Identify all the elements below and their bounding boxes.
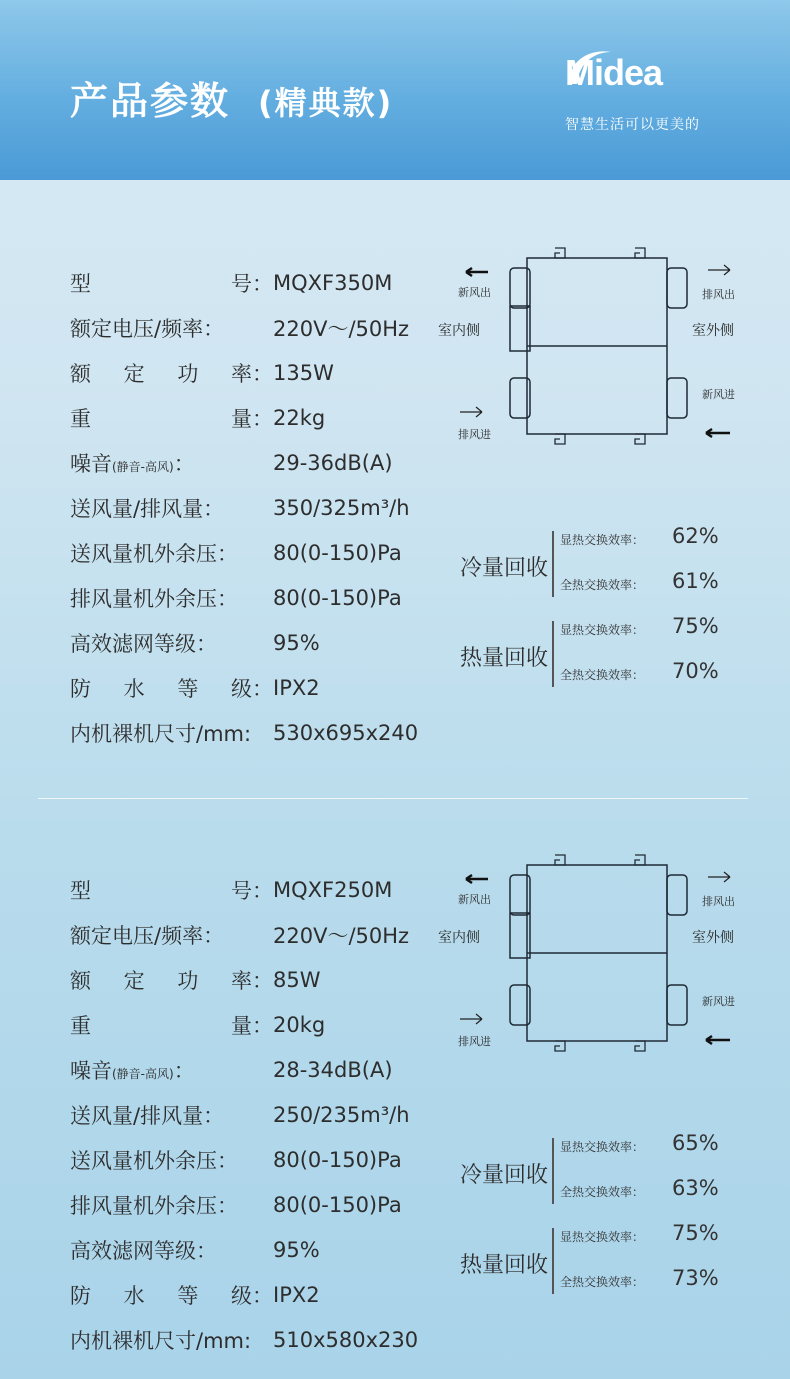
spec-label [70, 1145, 273, 1175]
spec-value: 135W [273, 361, 334, 385]
spec-value: 95% [273, 631, 320, 655]
spec-value: 29-36dB(A) [273, 451, 393, 475]
efficiency-value: 75% [672, 614, 719, 638]
spec-value: 510x580x230 [273, 1328, 419, 1352]
spec-label-part: 内机裸机尺寸/mm: [70, 722, 252, 746]
spec-label-part: 额 [70, 969, 91, 993]
efficiency-value: 73% [672, 1266, 719, 1290]
brand-slogan: 智慧生活可以更美的 [565, 117, 700, 133]
mount-hook-icon [555, 248, 565, 258]
spec-label-part: 额 [70, 362, 91, 386]
spec-row [70, 1145, 402, 1175]
spec-value: 22kg [273, 406, 326, 430]
efficiency-value: 62% [672, 524, 719, 548]
airflow-diagram [430, 238, 750, 468]
efficiency-title: 热量回收 [460, 1253, 549, 1278]
spec-label-part: 送风量机外余压： [70, 1149, 238, 1173]
spec-row [70, 875, 392, 905]
spec-row [70, 718, 418, 748]
duct-port [667, 378, 687, 418]
spec-row [70, 493, 410, 523]
label-fresh-out: 新风出 [458, 893, 491, 906]
arrow-left-icon [706, 429, 730, 437]
mount-hook-icon [635, 855, 645, 865]
mount-hook-icon [555, 434, 565, 444]
spec-row [70, 1280, 320, 1310]
label-outdoor-side: 室外侧 [692, 930, 734, 946]
spec-label [70, 965, 273, 995]
spec-label-part: 功 [177, 969, 199, 993]
page-header [0, 0, 790, 180]
efficiency-bracket [552, 1138, 554, 1204]
efficiency-label: 全热交换效率： [560, 668, 645, 682]
spec-label-part: 量： [231, 1014, 273, 1038]
mount-hook-icon [555, 1041, 565, 1051]
brand-logo: Midea [565, 52, 663, 93]
efficiency-title: 冷量回收 [460, 1163, 549, 1188]
spec-label-wrap [70, 448, 195, 478]
spec-label-part: 等 [177, 1284, 199, 1308]
spec-value: 350/325m³/h [273, 496, 410, 520]
spec-value: 80(0-150)Pa [273, 1148, 402, 1172]
spec-row [70, 538, 402, 568]
efficiency-row [560, 1131, 720, 1155]
spec-label-part: 防 [70, 677, 91, 701]
spec-label [70, 493, 273, 523]
spec-value: 530x695x240 [273, 721, 419, 745]
efficiency-label: 显热交换效率： [560, 533, 645, 547]
duct-port [667, 875, 687, 915]
arrow-right-outline-icon [708, 872, 730, 882]
spec-row [70, 448, 393, 478]
label-exhaust-out: 排风出 [702, 288, 735, 301]
spec-label-part: 高效滤网等级： [70, 1239, 217, 1263]
spec-label [70, 920, 273, 950]
spec-value: 220V～/50Hz [273, 924, 410, 948]
spec-label-part: 送风量机外余压： [70, 542, 238, 566]
mount-hook-icon [635, 248, 645, 258]
arrow-right-outline-icon [708, 265, 730, 275]
efficiency-row [560, 524, 720, 548]
spec-label [70, 583, 273, 613]
efficiency-label: 全热交换效率： [560, 578, 645, 592]
spec-label [70, 538, 273, 568]
spec-label-part: 送风量/排风量： [70, 1104, 225, 1128]
spec-label [70, 628, 273, 658]
spec-label-part: 防 [70, 1284, 91, 1308]
spec-label [70, 1325, 273, 1355]
arrow-right-outline-icon [460, 407, 482, 417]
arrow-left-icon [466, 875, 488, 883]
spec-label [70, 268, 273, 298]
page-title [70, 70, 393, 125]
spec-label-part: 高效滤网等级： [70, 632, 217, 656]
spec-label-main: 噪音 [70, 452, 112, 476]
spec-value: 80(0-150)Pa [273, 541, 402, 565]
spec-row [70, 1010, 325, 1040]
spec-label [70, 358, 273, 388]
label-exhaust-out: 排风出 [702, 895, 735, 908]
spec-value: 28-34dB(A) [273, 1058, 393, 1082]
efficiency-label: 显热交换效率： [560, 1230, 645, 1244]
spec-label-part: 型 [70, 272, 91, 296]
spec-label-part: 排风量机外余压： [70, 587, 238, 611]
spec-row [70, 358, 334, 388]
spec-value: 80(0-150)Pa [273, 1193, 402, 1217]
label-indoor-side: 室内侧 [438, 930, 480, 946]
efficiency-row [560, 659, 720, 683]
mount-hook-icon [635, 1041, 645, 1051]
spec-label-part: 等 [177, 677, 199, 701]
spec-row [70, 920, 409, 950]
spec-row [70, 583, 402, 613]
spec-label-part: 级： [230, 1284, 273, 1308]
spec-value: MQXF250M [273, 878, 393, 902]
spec-label [70, 403, 273, 433]
efficiency-value: 65% [672, 1131, 719, 1155]
efficiency-row [560, 1221, 720, 1245]
spec-label [70, 1010, 273, 1040]
spec-row [70, 1100, 410, 1130]
efficiency-row [560, 614, 720, 638]
spec-row [70, 1235, 320, 1265]
spec-label-note: (静音-高风) [112, 460, 174, 474]
spec-row [70, 268, 392, 298]
spec-label-part: 定 [123, 969, 145, 993]
spec-label [70, 875, 273, 905]
title-text: 产品参数 [70, 79, 231, 123]
label-fresh-in: 新风进 [702, 995, 735, 1008]
spec-label [70, 1100, 273, 1130]
arrow-right-outline-icon [460, 1014, 482, 1024]
duct-port [667, 985, 687, 1025]
spec-row [70, 1325, 418, 1355]
spec-label-part: 型 [70, 879, 91, 903]
spec-label-part: 重 [70, 407, 91, 431]
spec-row [70, 673, 320, 703]
efficiency-label: 全热交换效率： [560, 1185, 645, 1199]
spec-value: 20kg [273, 1013, 326, 1037]
arrow-left-icon [466, 268, 488, 276]
spec-label-wrap [70, 1055, 195, 1085]
spec-label-main: 噪音 [70, 1059, 112, 1083]
efficiency-value: 63% [672, 1176, 719, 1200]
arrow-left-icon [706, 1036, 730, 1044]
label-indoor-side: 室内侧 [438, 323, 480, 339]
spec-label-part: 级： [230, 677, 273, 701]
airflow-diagram [430, 845, 750, 1075]
spec-label-part: 号： [231, 879, 273, 903]
efficiency-bracket [552, 621, 554, 687]
spec-label [70, 313, 273, 343]
efficiency-bracket [552, 531, 554, 597]
spec-label-colon: ： [173, 452, 195, 476]
spec-row [70, 313, 409, 343]
efficiency-title: 冷量回收 [460, 556, 549, 581]
mount-hook-icon [555, 855, 565, 865]
spec-label-part: 重 [70, 1014, 91, 1038]
label-fresh-in: 新风进 [702, 388, 735, 401]
label-exhaust-in: 排风进 [458, 428, 491, 441]
spec-row [70, 1190, 402, 1220]
label-exhaust-in: 排风进 [458, 1035, 491, 1048]
efficiency-bracket [552, 1228, 554, 1294]
efficiency-value: 70% [672, 659, 719, 683]
spec-value: MQXF350M [273, 271, 393, 295]
spec-label-note: (静音-高风) [112, 1067, 174, 1081]
spec-label-part: 额定电压/频率： [70, 924, 225, 948]
spec-label-colon: ： [173, 1059, 195, 1083]
efficiency-title: 热量回收 [460, 646, 549, 671]
spec-value: IPX2 [273, 1283, 320, 1307]
spec-label-part: 率： [230, 969, 273, 993]
efficiency-row [560, 569, 720, 593]
section-divider [38, 798, 748, 799]
spec-label-part: 率： [230, 362, 273, 386]
spec-value: IPX2 [273, 676, 320, 700]
mount-hook-icon [635, 434, 645, 444]
efficiency-value: 61% [672, 569, 719, 593]
spec-label [70, 673, 273, 703]
efficiency-row [560, 1266, 720, 1290]
duct-port [667, 268, 687, 308]
spec-label-part: 水 [123, 677, 145, 701]
label-fresh-out: 新风出 [458, 286, 491, 299]
efficiency-row [560, 1176, 720, 1200]
spec-value: 95% [273, 1238, 320, 1262]
spec-label-part: 定 [123, 362, 145, 386]
spec-label [70, 1235, 273, 1265]
spec-label [70, 1190, 273, 1220]
spec-label [70, 1280, 273, 1310]
spec-row [70, 965, 321, 995]
spec-value: 80(0-150)Pa [273, 586, 402, 610]
efficiency-label: 显热交换效率： [560, 1140, 645, 1154]
spec-label-part: 功 [177, 362, 199, 386]
label-outdoor-side: 室外侧 [692, 323, 734, 339]
spec-row [70, 628, 320, 658]
spec-row [70, 403, 325, 433]
title-subtitle: (精典款) [258, 84, 394, 122]
spec-value: 85W [273, 968, 321, 992]
spec-label-part: 号： [231, 272, 273, 296]
spec-row [70, 1055, 393, 1085]
spec-label [70, 448, 273, 478]
spec-label-part: 水 [123, 1284, 145, 1308]
spec-label-part: 内机裸机尺寸/mm: [70, 1329, 252, 1353]
spec-value: 250/235m³/h [273, 1103, 410, 1127]
efficiency-value: 75% [672, 1221, 719, 1245]
spec-value: 220V～/50Hz [273, 317, 410, 341]
spec-label-part: 量： [231, 407, 273, 431]
spec-label [70, 718, 273, 748]
efficiency-label: 显热交换效率： [560, 623, 645, 637]
efficiency-label: 全热交换效率： [560, 1275, 645, 1289]
spec-label-part: 送风量/排风量： [70, 497, 225, 521]
spec-label-part: 额定电压/频率： [70, 317, 225, 341]
spec-label [70, 1055, 273, 1085]
spec-label-part: 排风量机外余压： [70, 1194, 238, 1218]
